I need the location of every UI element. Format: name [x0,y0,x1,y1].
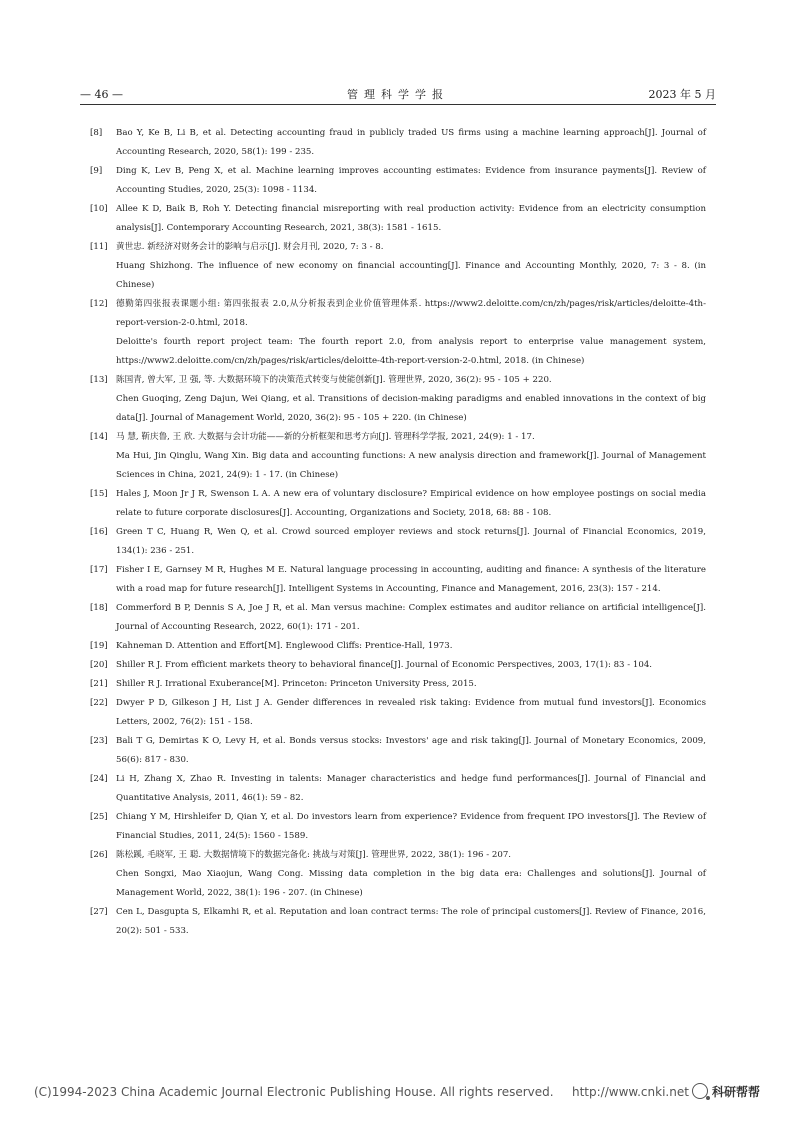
reference-number: [13] [90,375,108,385]
reference-number: [23] [90,736,108,746]
reference-list [90,124,706,941]
reference-number: [17] [90,565,108,575]
reference-text: Bali T G, Demirtas K O, Levy H, et al. Bonds versus stocks: Investors' age and risk taking[J]. Journal of Monetary Economics, 2009, 56(6): 817 - 830. [116,736,706,765]
reference-text: Bao Y, Ke B, Li B, et al. Detecting accounting fraud in publicly traded US firms using a machine learning approach[J]. Journal of Accounting Research, 2020, 58(1): 199 - 235. [116,128,706,157]
reference-text: Commerford B P, Dennis S A, Joe J R, et al. Man versus machine: Complex estimates and auditor reliance on artificial intelligence[J]. Journal of Accounting Research, 2022, 60(1): 171 - 201. [116,603,706,632]
reference-body [116,599,706,637]
reference-item [90,903,706,941]
header-rule [80,104,716,105]
reference-body [116,770,706,808]
reference-body [116,238,706,295]
reference-body [116,485,706,523]
reference-body [116,675,706,694]
issue-date: 2023 年 5 月 [648,88,716,101]
reference-text: Ding K, Lev B, Peng X, et al. Machine learning improves accounting estimates: Evidence from insurance payments[J]. Review of Accounting Studies, 2020, 25(3): 1098 - 1134. [116,166,706,195]
reference-text: Li H, Zhang X, Zhao R. Investing in talents: Manager characteristics and hedge fund performances[J]. Journal of Financial and Quantitative Analysis, 2011, 46(1): 59 - 82. [116,774,706,803]
reference-translation: Huang Shizhong. The influence of new economy on financial accounting[J]. Finance and Accounting Monthly, 2020, 7: 3 - 8. (in Chinese) [116,261,706,290]
reference-text: 陈松蹊, 毛晓军, 王 聪. 大数据情境下的数据完备化: 挑战与对策[J]. 管理世界, 2022, 38(1): 196 - 207. [116,850,512,860]
search-icon [692,1083,708,1099]
reference-translation: Chen Guoqing, Zeng Dajun, Wei Qiang, et al. Transitions of decision-making paradigms and enabled innovations in the context of big data[J]. Journal of Management World, 2020, 36(2): 95 - 105 + 220. (in Chinese) [116,394,706,423]
reference-translation: Deloitte's fourth report project team: The fourth report 2.0, from analysis report to enterprise value management system, https://www2.deloitte.com/cn/zh/pages/risk/articles/deloitte-4th-report-version-2-0.html, 2018. (in Chinese) [116,337,706,366]
reference-text: Cen L, Dasgupta S, Elkamhi R, et al. Reputation and loan contract terms: The role of principal customers[J]. Review of Finance, 2016, 20(2): 501 - 533. [116,907,706,936]
reference-number: [15] [90,489,108,499]
reference-text: Kahneman D. Attention and Effort[M]. Englewood Cliffs: Prentice-Hall, 1973. [116,641,453,651]
reference-item [90,162,706,200]
reference-item [90,846,706,903]
reference-translation: Ma Hui, Jin Qinglu, Wang Xin. Big data and accounting functions: A new analysis direction and framework[J]. Journal of Management Sciences in China, 2021, 24(9): 1 - 17. (in Chinese) [116,451,706,480]
reference-number: [25] [90,812,108,822]
reference-number: [21] [90,679,108,689]
page-footer [34,1082,760,1102]
reference-item [90,808,706,846]
reference-number: [8] [90,128,103,138]
reference-number: [27] [90,907,108,917]
reference-item [90,656,706,675]
reference-item [90,200,706,238]
reference-text: 陈国青, 曾大军, 卫 强, 等. 大数据环境下的决策范式转变与使能创新[J]. 管理世界, 2020, 36(2): 95 - 105 + 220. [116,375,552,385]
reference-item [90,485,706,523]
reference-body [116,732,706,770]
reference-number: [9] [90,166,103,176]
reference-item [90,694,706,732]
reference-body [116,371,706,428]
reference-body [116,656,706,675]
reference-text: 马 慧, 靳庆鲁, 王 欣. 大数据与会计功能——新的分析框架和思考方向[J]. 管理科学学报, 2021, 24(9): 1 - 17. [116,432,535,442]
reference-number: [18] [90,603,108,613]
reference-body [116,903,706,941]
reference-body [116,200,706,238]
reference-number: [12] [90,299,108,309]
reference-text: Dwyer P D, Gilkeson J H, List J A. Gender differences in revealed risk taking: Evidence from mutual fund investors[J]. Economics Letters, 2002, 76(2): 151 - 158. [116,698,706,727]
reference-number: [20] [90,660,108,670]
watermark [692,1082,760,1102]
reference-text: Shiller R J. Irrational Exuberance[M]. Princeton: Princeton University Press, 2015. [116,679,477,689]
reference-body [116,561,706,599]
reference-item [90,428,706,485]
reference-item [90,561,706,599]
reference-item [90,770,706,808]
reference-text: Shiller R J. From efficient markets theory to behavioral finance[J]. Journal of Economic Perspectives, 2003, 17(1): 83 - 104. [116,660,653,670]
page-number: — 46 — [80,88,123,101]
reference-number: [16] [90,527,108,537]
reference-body [116,637,706,656]
reference-item [90,732,706,770]
reference-body [116,808,706,846]
reference-item [90,599,706,637]
reference-number: [14] [90,432,108,442]
reference-number: [26] [90,850,108,860]
watermark-text: 科研帮帮 [711,1085,760,1099]
reference-text: 黄世忠. 新经济对财务会计的影响与启示[J]. 财会月刊, 2020, 7: 3 - 8. [116,242,384,252]
reference-text: 德勤第四张报表课题小组: 第四张报表 2.0,从分析报表到企业价值管理体系. https://www2.deloitte.com/cn/zh/pages/risk/articles/deloitte-4th-report-version-2-0.html, 2018. [116,299,706,328]
reference-number: [22] [90,698,108,708]
reference-number: [10] [90,204,108,214]
reference-body [116,523,706,561]
reference-item [90,124,706,162]
reference-body [116,846,706,903]
footer-link[interactable]: http://www.cnki.net [572,1085,689,1099]
reference-body [116,428,706,485]
reference-text: Chiang Y M, Hirshleifer D, Qian Y, et al. Do investors learn from experience? Evidence from frequent IPO investors[J]. The Review of Financial Studies, 2011, 24(5): 1560 - 1589. [116,812,706,841]
reference-body [116,162,706,200]
reference-item [90,637,706,656]
reference-translation: Chen Songxi, Mao Xiaojun, Wang Cong. Missing data completion in the big data era: Challenges and solutions[J]. Journal of Management World, 2022, 38(1): 196 - 207. (in Chinese) [116,869,706,898]
page-header [80,86,716,104]
reference-item [90,675,706,694]
reference-text: Allee K D, Baik B, Roh Y. Detecting financial misreporting with real production activity: Evidence from an electricity consumption analysis[J]. Contemporary Accounting Research, 2021, 38(3): 1581 - 1615. [116,204,706,233]
reference-item [90,523,706,561]
reference-text: Fisher I E, Garnsey M R, Hughes M E. Natural language processing in accounting, auditing and finance: A synthesis of the literature with a road map for future research[J]. Intelligent Systems in Accounting, Finance and Management, 2016, 23(3): 157 - 214. [116,565,706,594]
copyright-notice: (C)1994-2023 China Academic Journal Electronic Publishing House. All rights reserved. [34,1085,554,1099]
reference-number: [19] [90,641,108,651]
reference-body [116,124,706,162]
reference-body [116,295,706,371]
reference-text: Green T C, Huang R, Wen Q, et al. Crowd sourced employer reviews and stock returns[J]. Journal of Financial Economics, 2019, 134(1): 236 - 251. [116,527,706,556]
reference-item [90,295,706,371]
reference-text: Hales J, Moon Jr J R, Swenson L A. A new era of voluntary disclosure? Empirical evidence on how employee postings on social media relate to future corporate disclosures[J]. Accounting, Organizations and Society, 2018, 68: 88 - 108. [116,489,706,518]
reference-number: [24] [90,774,108,784]
reference-item [90,371,706,428]
reference-body [116,694,706,732]
journal-title: 管理科学学报 [347,88,449,101]
reference-number: [11] [90,242,108,252]
reference-item [90,238,706,295]
